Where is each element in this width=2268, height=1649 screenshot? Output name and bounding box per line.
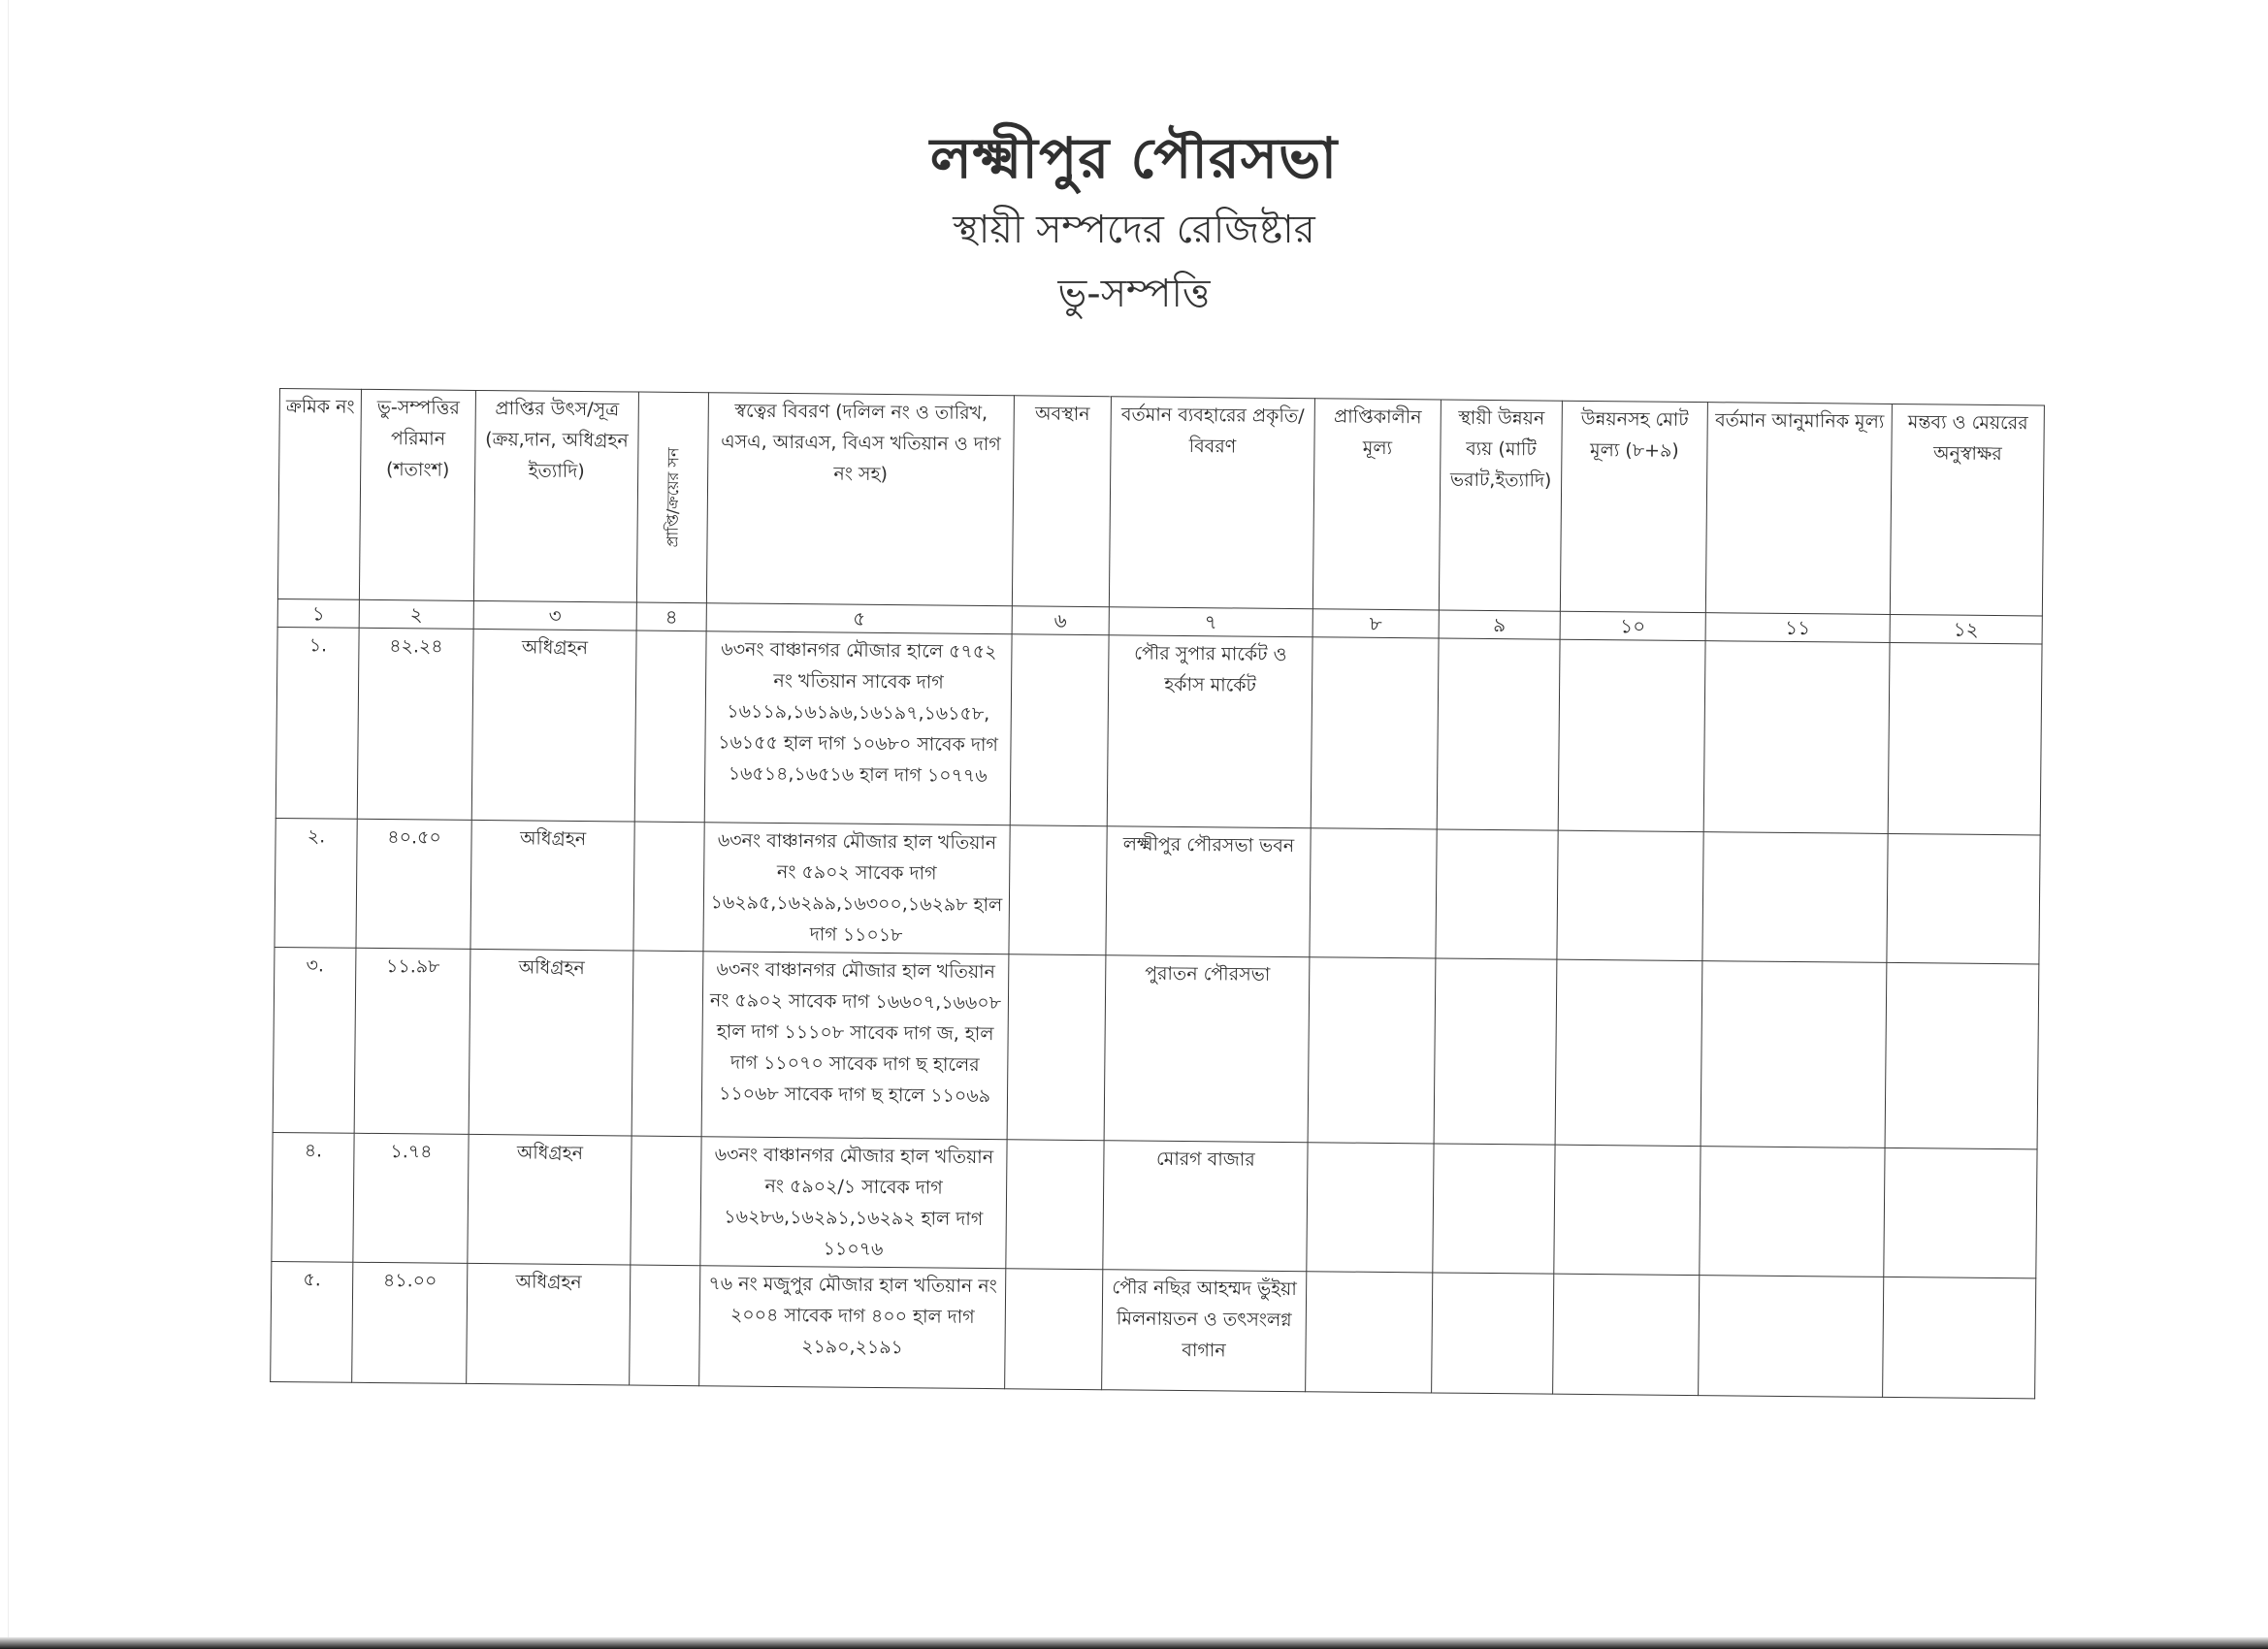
cell-location — [1009, 825, 1107, 955]
table-row — [271, 1261, 2036, 1398]
cell-remarks — [1885, 962, 2039, 1148]
cell-current-value — [1702, 832, 1888, 963]
col-header-development-cost: স্থায়ী উন্নয়ন ব্যয় (মাটি ভরাট,ইত্যাদি) — [1439, 400, 1562, 611]
cell-year — [630, 1265, 700, 1386]
cell-area: ৪১.০০ — [352, 1262, 468, 1383]
cell-acquisition-value — [1307, 1143, 1434, 1273]
cell-year — [631, 1136, 701, 1266]
cell-total-value — [1553, 1274, 1700, 1395]
cell-area: ১.৭৪ — [353, 1133, 469, 1263]
cell-location — [1006, 1140, 1104, 1270]
cell-ownership: ৬৩নং বাঞ্চানগর মৌজার হালে ৫৭৫২ নং খতিয়ান সাবেক দাগ ১৬১১৯,১৬১৯৬,১৬১৯৭,১৬১৫৮, ১৬১৫৫ হাল দাগ ১০৬৮০ সাবেক দাগ ১৬৫১৪,১৬৫১৬ হাল দাগ ১০৭৭৬ — [704, 631, 1012, 825]
cell-area: ৪২.২৪ — [357, 628, 473, 820]
col-number: ৮ — [1312, 609, 1439, 638]
cell-total-value — [1558, 639, 1705, 831]
cell-usage: মোরগ বাজার — [1103, 1141, 1308, 1272]
cell-remarks — [1888, 642, 2042, 834]
table-row — [275, 627, 2042, 834]
cell-year — [632, 951, 703, 1137]
scan-edge-left — [8, 0, 9, 1649]
cell-current-value — [1703, 641, 1890, 834]
col-header-area: ভু-সম্পত্তির পরিমান (শতাংশ) — [359, 389, 475, 600]
asset-register-table — [270, 388, 2045, 1399]
cell-location — [1007, 954, 1106, 1141]
col-header-year-label: প্রাপ্তি/ক্রয়ের সন — [662, 447, 682, 548]
table-header-row — [277, 389, 2044, 616]
col-number: ১ — [277, 598, 359, 628]
col-header-source: প্রাপ্তির উৎস/সূত্র (ক্রয়,দান, অধিগ্রহন ইত্যাদি) — [473, 390, 638, 602]
cell-acquisition-value — [1310, 828, 1437, 958]
col-header-ownership: স্বত্বের বিবরণ (দলিল নং ও তারিখ, এসএ, আরএস, বিএস খতিয়ান ও দাগ নং সহ) — [706, 393, 1014, 606]
table-row — [273, 947, 2039, 1148]
col-number: ৬ — [1012, 606, 1109, 635]
cell-source: অধিগ্রহন — [469, 949, 633, 1136]
document-title: লক্ষ্মীপুর পৌরসভা — [929, 125, 1339, 191]
cell-ownership: ৬৩নং বাঞ্চানগর মৌজার হাল খতিয়ান নং ৫৯০২ সাবেক দাগ ১৬৬০৭,১৬৬০৮ হাল দাগ ১১১০৮ সাবেক দাগ জ, হাল দাগ ১১০৭০ সাবেক দাগ ছ হালের ১১০৬৮ সাবেক দাগ ছ হালে ১১০৬৯ — [701, 952, 1009, 1140]
col-number: ৯ — [1439, 610, 1560, 639]
cell-development-cost — [1434, 958, 1557, 1145]
cell-total-value — [1557, 830, 1703, 960]
col-number: ৩ — [473, 600, 636, 630]
cell-acquisition-value — [1308, 957, 1436, 1144]
cell-serial: ১. — [275, 627, 359, 819]
cell-area: ১১.৯৮ — [354, 948, 470, 1134]
cell-current-value — [1700, 1147, 1885, 1277]
cell-acquisition-value — [1311, 637, 1439, 829]
col-number: ১০ — [1560, 611, 1705, 640]
col-header-usage: বর্তমান ব্যবহারের প্রকৃতি/ বিবরণ — [1109, 397, 1314, 609]
col-number: ২ — [359, 599, 473, 629]
cell-year — [633, 822, 704, 952]
cell-ownership: ৬৩নং বাঞ্চানগর মৌজার হাল খতিয়ান নং ৫৯০২/১ সাবেক দাগ ১৬২৮৬,১৬২৯১,১৬২৯২ হাল দাগ ১১০৭৬ — [700, 1137, 1007, 1269]
table-row — [272, 1132, 2037, 1277]
col-number: ১২ — [1890, 614, 2042, 644]
cell-serial: ৫. — [271, 1261, 353, 1382]
cell-source: অধিগ্রহন — [467, 1263, 631, 1385]
col-number: ৪ — [636, 602, 706, 631]
cell-usage: লক্ষ্মীপুর পৌরসভা ভবন — [1106, 826, 1311, 957]
col-number: ১১ — [1705, 613, 1890, 643]
col-header-remarks: মন্তব্য ও মেয়রের অনুস্বাক্ষর — [1890, 404, 2044, 615]
cell-area: ৪০.৫০ — [356, 819, 471, 949]
cell-usage: পৌর নছির আহম্মদ ভুঁইয়া মিলনায়তন ও তৎসংলগ্ন বাগান — [1102, 1270, 1307, 1392]
cell-ownership: ৬৩নং বাঞ্চানগর মৌজার হাল খতিয়ান নং ৫৯০২ সাবেক দাগ ১৬২৯৫,১৬২৯৯,১৬৩০০,১৬২৯৮ হাল দাগ ১১০১৮ — [703, 823, 1010, 954]
cell-ownership: ৭৬ নং মজুপুর মৌজার হাল খতিয়ান নং ২০০৪ সাবেক দাগ ৪০০ হাল দাগ ২১৯০,২১৯১ — [699, 1266, 1006, 1389]
cell-usage: পৌর সুপার মার্কেট ও হর্কাস মার্কেট — [1107, 635, 1312, 828]
cell-remarks — [1883, 1277, 2036, 1399]
document-section-title: ভু-সম্পত্তি — [1057, 272, 1211, 316]
document-subtitle: স্থায়ী সম্পদের রেজিষ্টার — [953, 208, 1315, 252]
scan-edge-bottom — [0, 1637, 2268, 1649]
cell-development-cost — [1437, 638, 1560, 830]
cell-serial: ৪. — [272, 1132, 354, 1262]
col-header-location: অবস্থান — [1012, 396, 1111, 607]
cell-current-value — [1699, 1276, 1884, 1398]
cell-usage: পুরাতন পৌরসভা — [1104, 955, 1310, 1143]
cell-source: অধিগ্রহন — [471, 629, 636, 822]
cell-source: অধিগ্রহন — [468, 1134, 632, 1265]
col-header-total-value: উন্নয়নসহ মোট মূল্য (৮+৯) — [1560, 401, 1707, 612]
table-row — [275, 818, 2040, 963]
cell-location — [1005, 1269, 1103, 1390]
col-header-year — [636, 392, 708, 603]
col-number: ৫ — [706, 603, 1012, 634]
cell-year — [634, 630, 706, 823]
cell-remarks — [1887, 833, 2040, 964]
cell-current-value — [1701, 961, 1887, 1148]
cell-acquisition-value — [1306, 1272, 1433, 1393]
col-header-acquisition-value: প্রাপ্তিকালীন মূল্য — [1312, 399, 1441, 610]
cell-serial: ৩. — [273, 947, 356, 1133]
col-number: ৭ — [1109, 607, 1312, 637]
cell-development-cost — [1432, 1273, 1554, 1394]
col-header-serial: ক্রমিক নং — [277, 389, 361, 600]
cell-source: অধিগ্রহন — [470, 820, 634, 951]
cell-remarks — [1884, 1148, 2037, 1278]
cell-development-cost — [1436, 829, 1558, 959]
cell-location — [1010, 634, 1109, 826]
cell-total-value — [1555, 959, 1702, 1146]
cell-total-value — [1554, 1145, 1701, 1275]
col-header-current-value: বর্তমান আনুমানিক মূল্য — [1705, 403, 1892, 615]
cell-development-cost — [1433, 1144, 1555, 1274]
cell-serial: ২. — [275, 818, 357, 948]
